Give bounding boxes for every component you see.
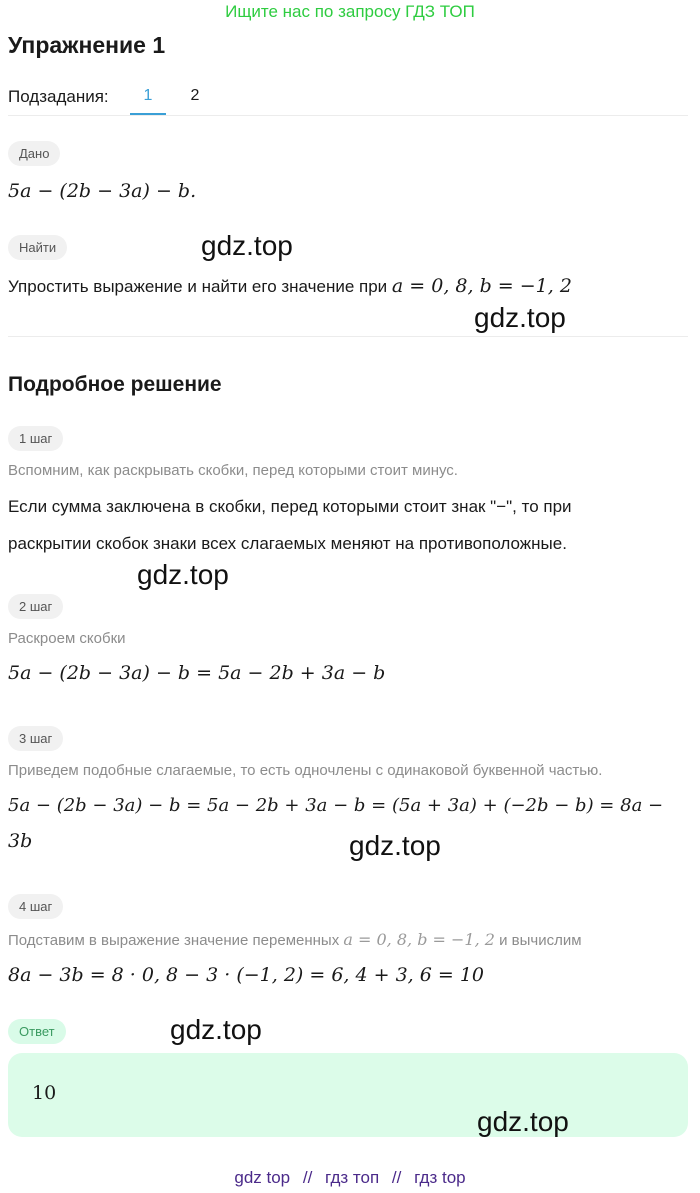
step-2-badge-wrap xyxy=(8,594,63,619)
step-3-badge: 3 шаг xyxy=(8,726,63,751)
step-4-hint-before: Подставим в выражение значение переменных xyxy=(8,932,340,949)
watermark: gdz.top xyxy=(477,1106,569,1137)
watermark: gdz.top xyxy=(137,559,229,590)
step-2-hint: Раскроем скобки xyxy=(8,630,126,647)
answer-badge-wrap xyxy=(8,1019,66,1044)
task-divider xyxy=(8,336,688,337)
given-expression: 5a − (2b − 3a) − b. xyxy=(8,180,197,202)
subtasks-label: Подзадания: xyxy=(8,87,109,106)
step-1-hint: Вспомним, как раскрывать скобки, перед которыми стоит минус. xyxy=(8,462,458,479)
step-1-body-line-2: раскрытии скобок знаки всех слагаемых меняют на противоположные. xyxy=(8,534,567,553)
answer-badge: Ответ xyxy=(8,1019,66,1044)
exercise-title: Упражнение 1 xyxy=(8,32,166,58)
promo-text: Ищите нас по запросу ГДЗ ТОП xyxy=(225,2,475,21)
step-1-badge: 1 шаг xyxy=(8,426,63,451)
step-2-badge: 2 шаг xyxy=(8,594,63,619)
find-math: a = 0, 8, b = −1, 2 xyxy=(391,275,572,297)
find-badge-wrap xyxy=(8,235,67,260)
footer-separator: // xyxy=(391,1168,402,1187)
find-statement xyxy=(8,275,572,297)
step-4-hint-math: a = 0, 8, b = −1, 2 xyxy=(343,930,495,949)
tab-subtask-2[interactable]: 2 xyxy=(190,87,200,104)
step-3-badge-wrap xyxy=(8,726,63,751)
answer-box xyxy=(8,1053,688,1137)
watermark: gdz.top xyxy=(170,1014,262,1045)
footer-link-gdz-top[interactable]: gdz top xyxy=(234,1168,291,1187)
footer-link-gdz-top-mixed[interactable]: гдз top xyxy=(414,1168,466,1187)
answer-value: 10 xyxy=(32,1082,57,1104)
step-4-hint xyxy=(8,930,582,949)
given-badge-wrap xyxy=(8,141,60,166)
step-3-math-line-2: 3b xyxy=(8,830,33,852)
footer-links xyxy=(0,1168,700,1188)
step-1-body-line-1: Если сумма заключена в скобки, перед которыми стоит знак "−", то при xyxy=(8,497,572,516)
step-4-math: 8a − 3b = 8 · 0, 8 − 3 · (−1, 2) = 6, 4 + 3, 6 = 10 xyxy=(8,964,485,986)
tab-subtask-1[interactable]: 1 xyxy=(143,87,153,104)
step-4-hint-after: и вычислим xyxy=(499,932,582,949)
solution-title: Подробное решение xyxy=(8,373,222,396)
find-text: Упростить выражение и найти его значение при xyxy=(8,277,388,296)
given-badge: Дано xyxy=(8,141,60,166)
subtasks-divider xyxy=(8,115,688,116)
footer-separator: // xyxy=(302,1168,313,1187)
watermark: gdz.top xyxy=(474,302,566,333)
step-3-hint: Приведем подобные слагаемые, то есть одночлены с одинаковой буквенной частью. xyxy=(8,762,603,779)
watermark: gdz.top xyxy=(201,230,293,261)
step-1-badge-wrap xyxy=(8,426,63,451)
step-2-math: 5a − (2b − 3a) − b = 5a − 2b + 3a − b xyxy=(8,662,386,684)
footer-link-gdz-top-ru[interactable]: гдз топ xyxy=(325,1168,380,1187)
step-3-math-line-1: 5a − (2b − 3a) − b = 5a − 2b + 3a − b = (5a + 3a) + (−2b − b) = 8a − xyxy=(8,795,664,816)
step-4-badge: 4 шаг xyxy=(8,894,63,919)
find-badge: Найти xyxy=(8,235,67,260)
step-4-badge-wrap xyxy=(8,894,63,919)
watermark: gdz.top xyxy=(349,830,441,861)
